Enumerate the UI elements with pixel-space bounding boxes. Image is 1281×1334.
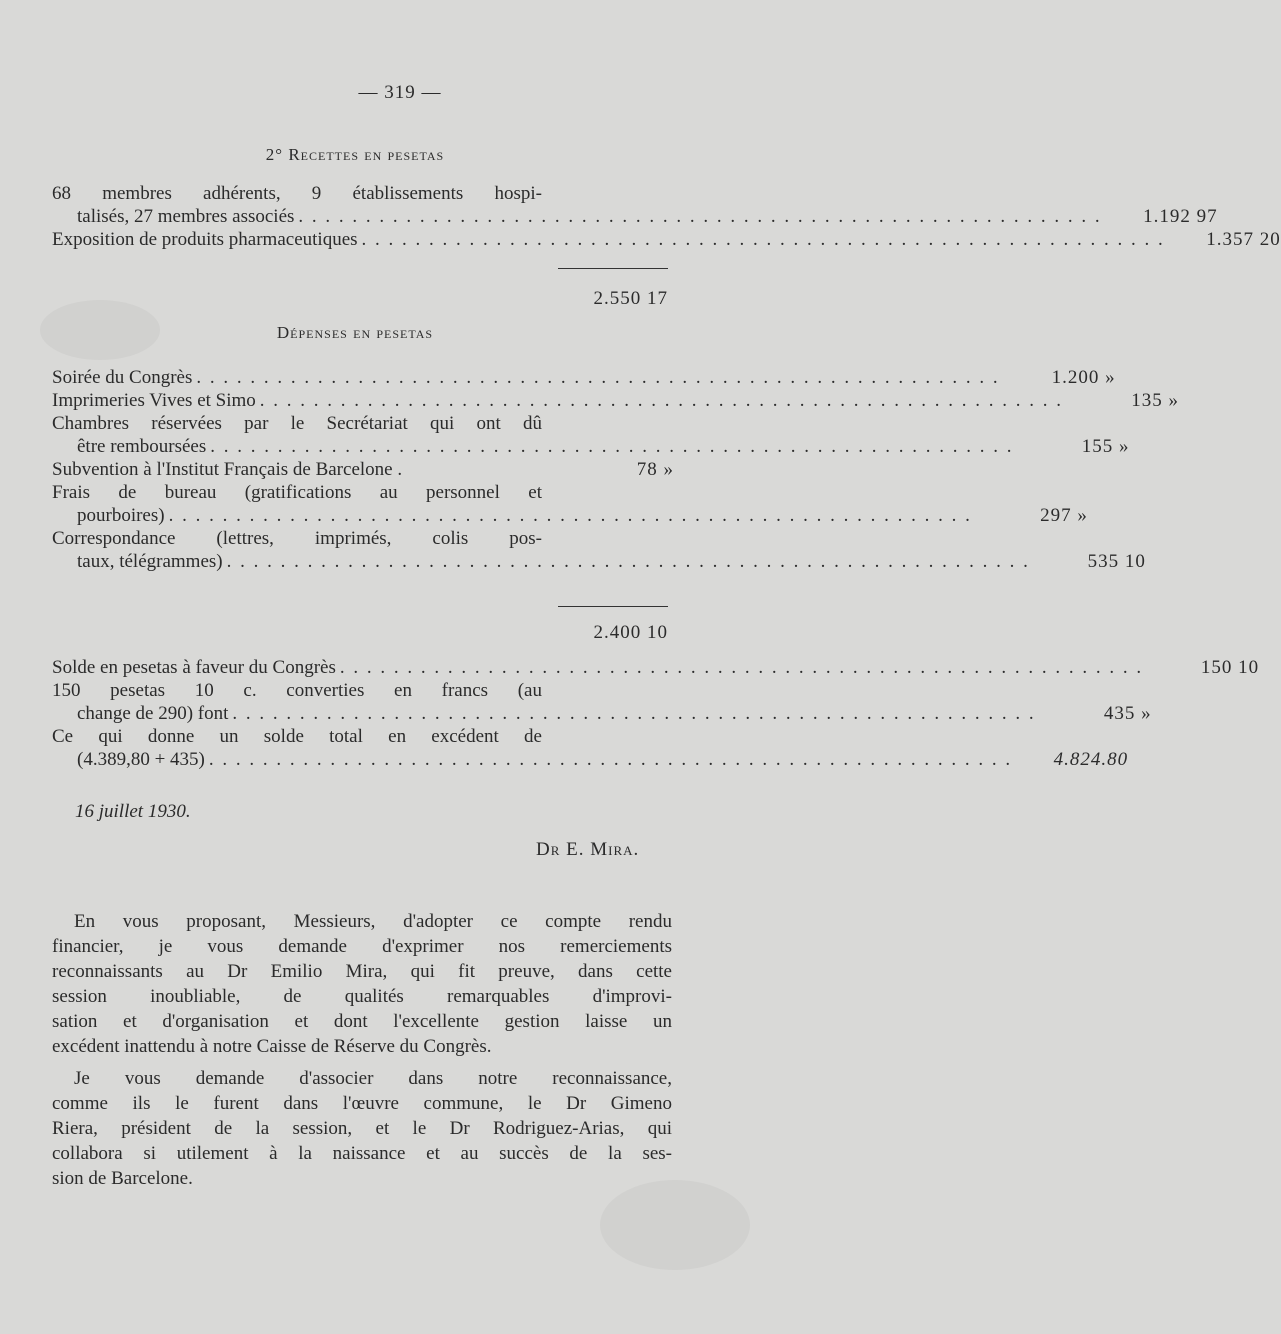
balance-ledger: [52, 656, 1260, 771]
ledger-line-text: change de 290) font: [77, 703, 229, 724]
report-date: 16 juillet 1930.: [75, 801, 191, 822]
ledger-amount: 535 10: [1087, 551, 1146, 572]
paragraph-acknowledgement: [52, 909, 672, 1059]
ledger-line: [52, 458, 674, 481]
ledger-line: [52, 725, 542, 748]
ledger-line: [52, 228, 1281, 251]
paragraph-line: excédent inattendu à notre Caisse de Réserve du Congrès.: [52, 1036, 492, 1057]
ledger-amount: 78 »: [636, 459, 674, 480]
receipts-total-rule: [558, 268, 668, 269]
ledger-line-text: Exposition de produits pharmaceutiques: [52, 229, 358, 250]
paragraph-line: comme ils le furent dans l'œuvre commune, le Dr Gimeno: [52, 1093, 672, 1114]
ledger-amount: 1.357 20: [1206, 229, 1281, 250]
expenses-title: Dépenses en pesetas: [276, 323, 434, 342]
leader-dots: . . . . . . . . . . . . . . . . . . . . . . . . . . . . . . . . . . . . . . . . . . . . . . . . . . . . . . . . . . . .: [298, 206, 1102, 227]
leader-dots: . . . . . . . . . . . . . . . . . . . . . . . . . . . . . . . . . . . . . . . . . . . . . . . . . . . . . . . . . . . .: [232, 703, 1036, 724]
signature: Dr E. Mira.: [536, 839, 640, 860]
ledger-line-text: (4.389,80 + 435): [77, 749, 205, 770]
ledger-line-text: Ce qui donne un solde total en excédent de: [52, 726, 542, 747]
paragraph-line: Riera, président de la session, et le Dr Rodriguez-Arias, qui: [52, 1118, 672, 1139]
paragraph-line: reconnaissants au Dr Emilio Mira, qui fit preuve, dans cette: [52, 961, 672, 982]
ledger-line-text: Soirée du Congrès: [52, 367, 193, 388]
ledger-amount: 4.824.80: [1053, 749, 1129, 770]
leader-dots: . . . . . . . . . . . . . . . . . . . . . . . . . . . . . . . . . . . . . . . . . . . . . . . . . . . . . . . . . . . .: [361, 229, 1165, 250]
paper-stain: [600, 1180, 750, 1270]
ledger-line: [52, 182, 542, 205]
ledger-line-text: taux, télégrammes): [77, 551, 223, 572]
ledger-line: [52, 389, 1180, 412]
paragraph-line: sation et d'organisation et dont l'excellente gestion laisse un: [52, 1011, 672, 1032]
ledger-amount: 435 »: [1103, 703, 1152, 724]
ledger-amount: 135 »: [1131, 390, 1180, 411]
paragraph-line: sion de Barcelone.: [52, 1168, 193, 1189]
ledger-line: [52, 550, 1146, 573]
ledger-line: [52, 748, 1129, 771]
ledger-line: [52, 435, 1130, 458]
leader-dots: . . . . . . . . . . . . . . . . . . . . . . . . . . . . . . . . . . . . . . . . . . . . . . . . . . . . . . . . . . . .: [226, 551, 1030, 572]
ledger-line-text: être remboursées: [77, 436, 207, 457]
ledger-line: [52, 366, 1116, 389]
paragraph-line: En vous proposant, Messieurs, d'adopter ce compte rendu: [74, 911, 672, 932]
ledger-line-text: 68 membres adhérents, 9 établissements hospi-: [52, 183, 542, 204]
ledger-amount: 155 »: [1081, 436, 1130, 457]
ledger-line: [52, 412, 542, 435]
paragraph-line: session inoubliable, de qualités remarquables d'improvi-: [52, 986, 672, 1007]
ledger-line: [52, 504, 1088, 527]
ledger-line: [52, 656, 1260, 679]
ledger-line-text: Subvention à l'Institut Français de Barcelone .: [52, 459, 403, 480]
receipts-ledger: [52, 182, 1281, 251]
ledger-line-text: Solde en pesetas à faveur du Congrès: [52, 657, 336, 678]
leader-dots: . . . . . . . . . . . . . . . . . . . . . . . . . . . . . . . . . . . . . . . . . . . . . . . . . . . . . . . . . . . .: [339, 657, 1144, 678]
ledger-line-text: pourboires): [77, 505, 165, 526]
ledger-amount: 297 »: [1040, 505, 1088, 526]
leader-dots: . . . . . . . . . . . . . . . . . . . . . . . . . . . . . . . . . . . . . . . . . . . . . . . . . . . . . . . . . . . .: [208, 749, 1013, 770]
ledger-line: [52, 527, 542, 550]
leader-dots: . . . . . . . . . . . . . . . . . . . . . . . . . . . . . . . . . . . . . . . . . . . . . . . . . . . . . . . . . . . .: [196, 367, 1000, 388]
ledger-line-text: Frais de bureau (gratifications au personnel et: [52, 482, 542, 503]
ledger-line-text: 150 pesetas 10 c. converties en francs (au: [52, 680, 542, 701]
ledger-line-text: talisés, 27 membres associés: [77, 206, 295, 227]
ledger-amount: 1.200 »: [1051, 367, 1116, 388]
expenses-total: 2.400 10: [593, 622, 668, 643]
expenses-total-rule: [558, 606, 668, 607]
page-number: — 319 —: [358, 82, 442, 103]
paragraph-line: financier, je vous demande d'exprimer nos remerciements: [52, 936, 672, 957]
receipts-total: 2.550 17: [593, 288, 668, 309]
leader-dots: . . . . . . . . . . . . . . . . . . . . . . . . . . . . . . . . . . . . . . . . . . . . . . . . . . . . . . . . . . . .: [259, 390, 1064, 411]
leader-dots: . . . . . . . . . . . . . . . . . . . . . . . . . . . . . . . . . . . . . . . . . . . . . . . . . . . . . . . . . . . .: [210, 436, 1014, 457]
ledger-line: [52, 679, 542, 702]
paragraph-thanks: [52, 1066, 672, 1191]
expenses-ledger: [52, 366, 1180, 573]
ledger-line: [52, 481, 542, 504]
ledger-line-text: Imprimeries Vives et Simo: [52, 390, 256, 411]
ledger-line-text: Chambres réservées par le Secrétariat qui ont dû: [52, 413, 542, 434]
paragraph-line: collabora si utilement à la naissance et au succès de la ses-: [52, 1143, 672, 1164]
ledger-line: [52, 205, 1218, 228]
ledger-amount: 150 10: [1200, 657, 1260, 678]
ledger-line: [52, 702, 1152, 725]
ledger-amount: 1.192 97: [1143, 206, 1218, 227]
receipts-title: 2° Recettes en pesetas: [265, 145, 445, 164]
ledger-line-text: Correspondance (lettres, imprimés, colis pos-: [52, 528, 542, 549]
leader-dots: . . . . . . . . . . . . . . . . . . . . . . . . . . . . . . . . . . . . . . . . . . . . . . . . . . . . . . . . . . . .: [168, 505, 972, 526]
paragraph-line: Je vous demande d'associer dans notre reconnaissance,: [74, 1068, 672, 1089]
